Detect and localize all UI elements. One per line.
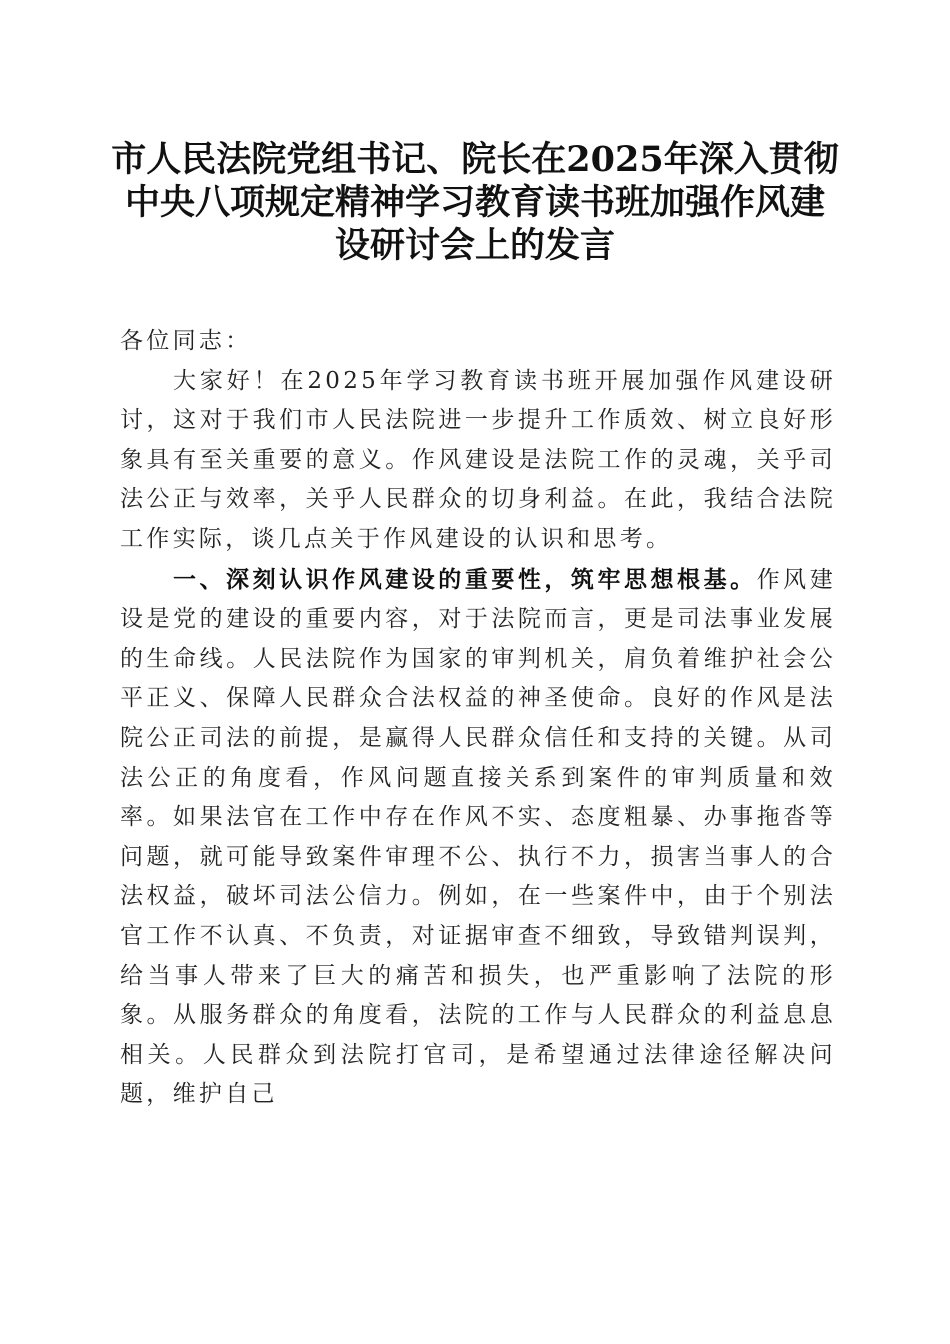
intro-paragraph: 大家好！在2025年学习教育读书班开展加强作风建设研讨，这对于我们市人民法院进一步提升工作质效、树立良好形象具有至关重要的意义。作风建设是法院工作的灵魂，关乎司法公正与效率，关乎人民群众的切身利益。在此，我结合法院工作实际，谈几点关于作风建设的认识和思考。 — [120, 367, 836, 552]
salutation: 各位同志： — [120, 328, 252, 354]
section-1-heading: 一、深刻认识作风建设的重要性，筑牢思想根基。 — [173, 565, 757, 593]
document-title: 市人民法院党组书记、院长在2025年深入贯彻中央八项规定精神学习教育读书班加强作风建设研讨会上的发言 — [111, 139, 839, 266]
section-1-text: 作风建设是党的建设的重要内容，对于法院而言，更是司法事业发展的生命线。人民法院作为国家的审判机关，肩负着维护社会公平正义、保障人民群众合法权益的神圣使命。良好的作风是法院公正司法的前提，是赢得人民群众信任和支持的关键。从司法公正的角度看，作风问题直接关系到案件的审判质量和效率。如果法官在工作中存在作风不实、态度粗暴、办事拖沓等问题，就可能导致案件审理不公、执行不力，损害当事人的合法权益，破坏司法公信力。例如，在一些案件中，由于个别法官工作不认真、不负责，对证据审查不细致，导致错判误判，给当事人带来了巨大的痛苦和损失，也严重影响了法院的形象。从服务群众的角度看，法院的工作与人民群众的利益息息相关。人民群众到法院打官司，是希望通过法律途径解决问题，维护自己 — [120, 566, 836, 1108]
document-body — [120, 322, 836, 1115]
section-1-paragraph — [120, 560, 836, 1115]
